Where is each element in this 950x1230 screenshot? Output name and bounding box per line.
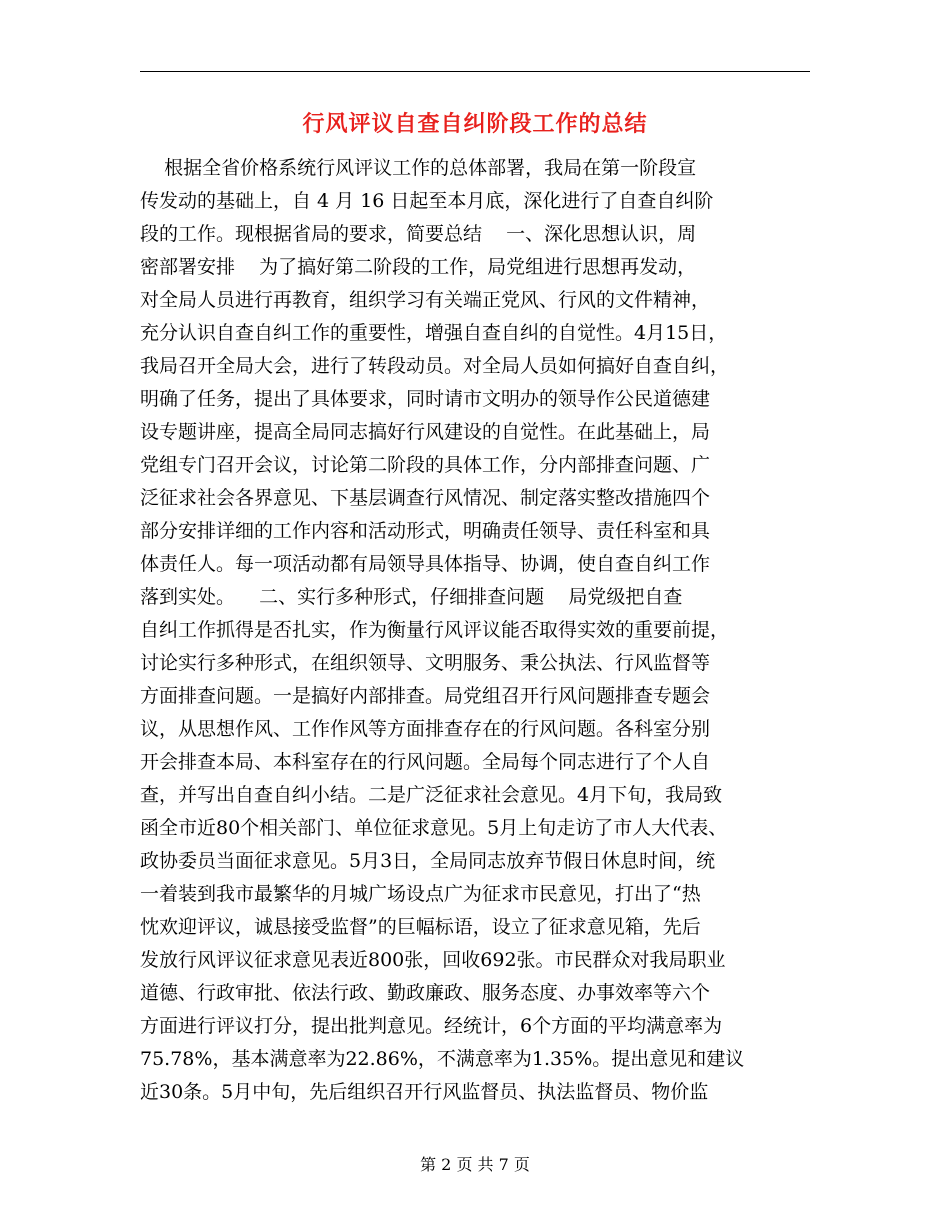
body-line: 传发动的基础上，自 4 月 16 日起至本月底，深化进行了自查自纠阶	[140, 190, 714, 212]
body-line: 根据全省价格系统行风评议工作的总体部署，我局在第一阶段宣	[140, 157, 697, 179]
body-line: 段的工作。现根据省局的要求，简要总结 一、深化思想认识，周	[140, 223, 697, 245]
body-line: 道德、行政审批、依法行政、勤政廉政、服务态度、办事效率等六个	[140, 982, 711, 1004]
body-line: 函全市近80个相关部门、单位征求意见。5月上旬走访了市人大代表、	[140, 817, 728, 839]
body-line: 开会排查本局、本科室存在的行风问题。全局每个同志进行了个人自	[140, 751, 711, 773]
body-line: 讨论实行多种形式，在组织领导、文明服务、秉公执法、行风监督等	[140, 652, 711, 674]
body-line: 75.78%，基本满意率为22.86%，不满意率为1.35%。提出意见和建议	[140, 1048, 745, 1070]
body-line: 充分认识自查自纠工作的重要性，增强自查自纠的自觉性。4月15日，	[140, 322, 728, 344]
body-line: 查，并写出自查自纠小结。二是广泛征求社会意见。4月下旬，我局致	[140, 784, 723, 806]
body-line: 密部署安排 为了搞好第二阶段的工作，局党组进行思想再发动，	[140, 256, 697, 278]
body-line: 议，从思想作风、工作作风等方面排查存在的行风问题。各科室分别	[140, 718, 711, 740]
page-number: 第 2 页 共 7 页	[420, 1155, 530, 1174]
body-line: 自纠工作抓得是否扎实，作为衡量行风评议能否取得实效的重要前提，	[140, 619, 730, 641]
body-line: 对全局人员进行再教育，组织学习有关端正党风、行风的文件精神，	[140, 289, 711, 311]
body-line: 落到实处。 二、实行多种形式，仔细排查问题 局党级把自查	[140, 586, 683, 608]
body-line: 一着装到我市最繁华的月城广场设点广为征求市民意见，打出了“热	[140, 883, 701, 905]
body-line: 方面排查问题。一是搞好内部排查。局党组召开行风问题排查专题会	[140, 685, 711, 707]
body-line: 政协委员当面征求意见。5月3日，全局同志放弃节假日休息时间，统	[140, 850, 716, 872]
body-line: 设专题讲座，提高全局同志搞好行风建设的自觉性。在此基础上，局	[140, 421, 711, 443]
body-line: 方面进行评议打分，提出批判意见。经统计，6个方面的平均满意率为	[140, 1015, 723, 1037]
body-line: 明确了任务，提出了具体要求，同时请市文明办的领导作公民道德建	[140, 388, 711, 410]
body-line: 发放行风评议征求意见表近800张，回收692张。市民群众对我局职业	[140, 949, 726, 971]
body-line: 党组专门召开会议，讨论第二阶段的具体工作，分内部排查问题、广	[140, 454, 711, 476]
body-line: 我局召开全局大会，进行了转段动员。对全局人员如何搞好自查自纠，	[140, 355, 730, 377]
body-line: 忱欢迎评议，诚恳接受监督”的巨幅标语，设立了征求意见箱，先后	[140, 916, 701, 938]
document-title: 行风评议自查自纠阶段工作的总结	[302, 112, 648, 137]
document-body	[140, 152, 810, 1109]
body-line: 部分安排详细的工作内容和活动形式，明确责任领导、责任科室和具	[140, 520, 711, 542]
body-line: 近30条。5月中旬，先后组织召开行风监督员、执法监督员、物价监	[140, 1081, 709, 1103]
body-line: 泛征求社会各界意见、下基层调查行风情况、制定落实整改措施四个	[140, 487, 711, 509]
header-rule	[140, 71, 810, 72]
body-line: 体责任人。每一项活动都有局领导具体指导、协调，使自查自纠工作	[140, 553, 711, 575]
